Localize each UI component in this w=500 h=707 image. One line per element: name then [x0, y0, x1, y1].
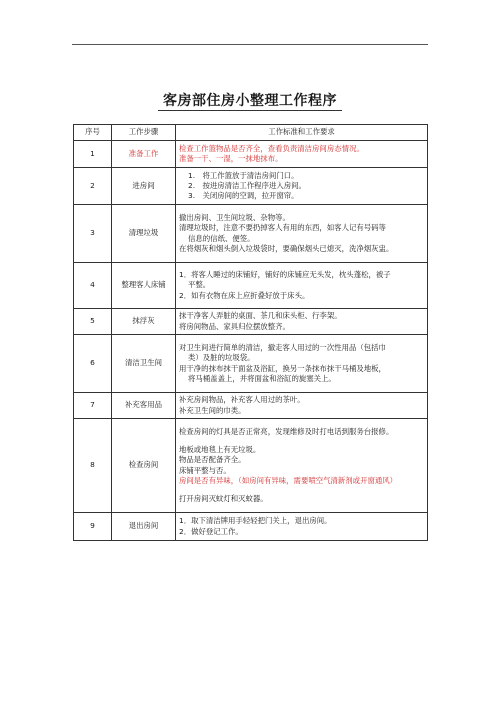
detail-line: 平整。 [188, 280, 211, 290]
row-step: 抹浮灰 [112, 309, 176, 335]
row-step: 清理垃圾 [112, 205, 176, 263]
row-detail [176, 205, 428, 263]
detail-line: 将房间物品、家具归位摆放整齐。 [179, 321, 290, 331]
row-number: 4 [74, 263, 112, 309]
row-number: 6 [74, 335, 112, 393]
line-spacer [179, 486, 424, 494]
detail-line: 2．做好登记工作。 [179, 526, 243, 536]
row-step: 检查房间 [112, 419, 176, 513]
detail-line: 检查房间的灯具是否正常亮，发现维修及时打电话到服务台报修。 [179, 426, 394, 436]
header-standard: 工作标准和工作要求 [176, 125, 428, 141]
detail-line: 抹干净客人弄脏的桌面、茶几和床头柜、行李架。 [179, 311, 342, 321]
detail-line: 清理垃圾时，注意不要扔掉客人有用的东西，如客人记有号码等 [179, 223, 386, 233]
table-row [74, 393, 428, 419]
row-detail [176, 335, 428, 393]
row-number: 8 [74, 419, 112, 513]
table-row [74, 309, 428, 335]
detail-line: 将马桶盖盖上，并将面盆和浴缸的旋塞关上。 [188, 373, 336, 383]
row-number: 7 [74, 393, 112, 419]
row-detail [176, 168, 428, 205]
detail-line: 地板或地毯上有无垃圾。 [179, 444, 261, 454]
row-number: 5 [74, 309, 112, 335]
detail-line: 3. 关闭房间的空调，拉开窗帘。 [188, 191, 299, 201]
detail-line: 准备一干、一湿，一抹地抹布。 [179, 154, 283, 163]
header-rule [72, 44, 428, 45]
title-underline [158, 110, 342, 111]
table-row [74, 141, 428, 168]
table-row [74, 205, 428, 263]
detail-line: 1．将客人睡过的床铺好，铺好的床铺应无头发，枕头蓬松，被子 [179, 270, 391, 280]
detail-line: 撤出房间、卫生间垃圾、杂物等。 [179, 212, 290, 222]
row-detail [176, 141, 428, 168]
detail-line: 房间是否有异味，（如房间有异味，需要喷空气清新剂或开窗通风） [179, 475, 398, 485]
row-number: 1 [74, 141, 112, 168]
table-row [74, 419, 428, 513]
detail-line: 2. 按进房清洁工作程序进入房间。 [188, 180, 306, 190]
detail-line: 用干净的抹布抹干面盆及浴缸，换另一条抹布抹干马桶及地板， [179, 363, 386, 373]
detail-line: 补充房间物品，补充客人用过的茶叶。 [179, 395, 305, 405]
detail-line: 床铺平整与否。 [179, 465, 231, 475]
table-row [74, 168, 428, 205]
row-step: 清洁卫生间 [112, 335, 176, 393]
detail-line: 对卫生间进行简单的清洁，撤走客人用过的一次性用品（包括巾 [179, 342, 386, 352]
table-row [74, 263, 428, 309]
detail-line: 1. 将工作篮放于清洁房间门口。 [188, 170, 299, 180]
row-detail [176, 263, 428, 309]
row-detail [176, 309, 428, 335]
detail-line: 物品是否配备齐全。 [179, 455, 246, 465]
row-step: 进房间 [112, 168, 176, 205]
detail-line: 补充卫生间的巾类。 [179, 405, 246, 415]
table-header-row [74, 125, 428, 141]
header-step: 工作步骤 [112, 125, 176, 141]
table-row [74, 513, 428, 541]
row-detail [176, 393, 428, 419]
row-step: 准备工作 [112, 141, 176, 168]
document-title: 客房部住房小整理工作程序 [163, 93, 337, 109]
row-step: 补充客用品 [112, 393, 176, 419]
header-no: 序号 [74, 125, 112, 141]
detail-line: 2．如有衣物在床上应折叠好放于床头。 [179, 290, 310, 300]
detail-line: 类）及脏的垃圾袋。 [188, 353, 255, 363]
detail-line: 在将烟灰和烟头倒入垃圾袋时，要确保烟头已熄灭，洗净烟灰盅。 [179, 243, 394, 253]
row-step: 退出房间 [112, 513, 176, 541]
row-number: 3 [74, 205, 112, 263]
row-step: 整理客人床铺 [112, 263, 176, 309]
detail-line: 检查工作篮物品是否齐全，查看负责清洁房间房态情况。 [179, 143, 364, 153]
line-spacer [179, 437, 424, 445]
detail-line: 1．取下清洁牌用手轻轻把门关上，退出房间。 [179, 516, 332, 526]
detail-line: 信息的信纸、便签。 [188, 233, 255, 243]
procedure-table [73, 124, 428, 541]
row-detail [176, 513, 428, 541]
detail-line: 打开房间灭蚊灯和灭蚊器。 [179, 494, 268, 504]
row-number: 9 [74, 513, 112, 541]
row-number: 2 [74, 168, 112, 205]
row-detail [176, 419, 428, 513]
table-row [74, 335, 428, 393]
